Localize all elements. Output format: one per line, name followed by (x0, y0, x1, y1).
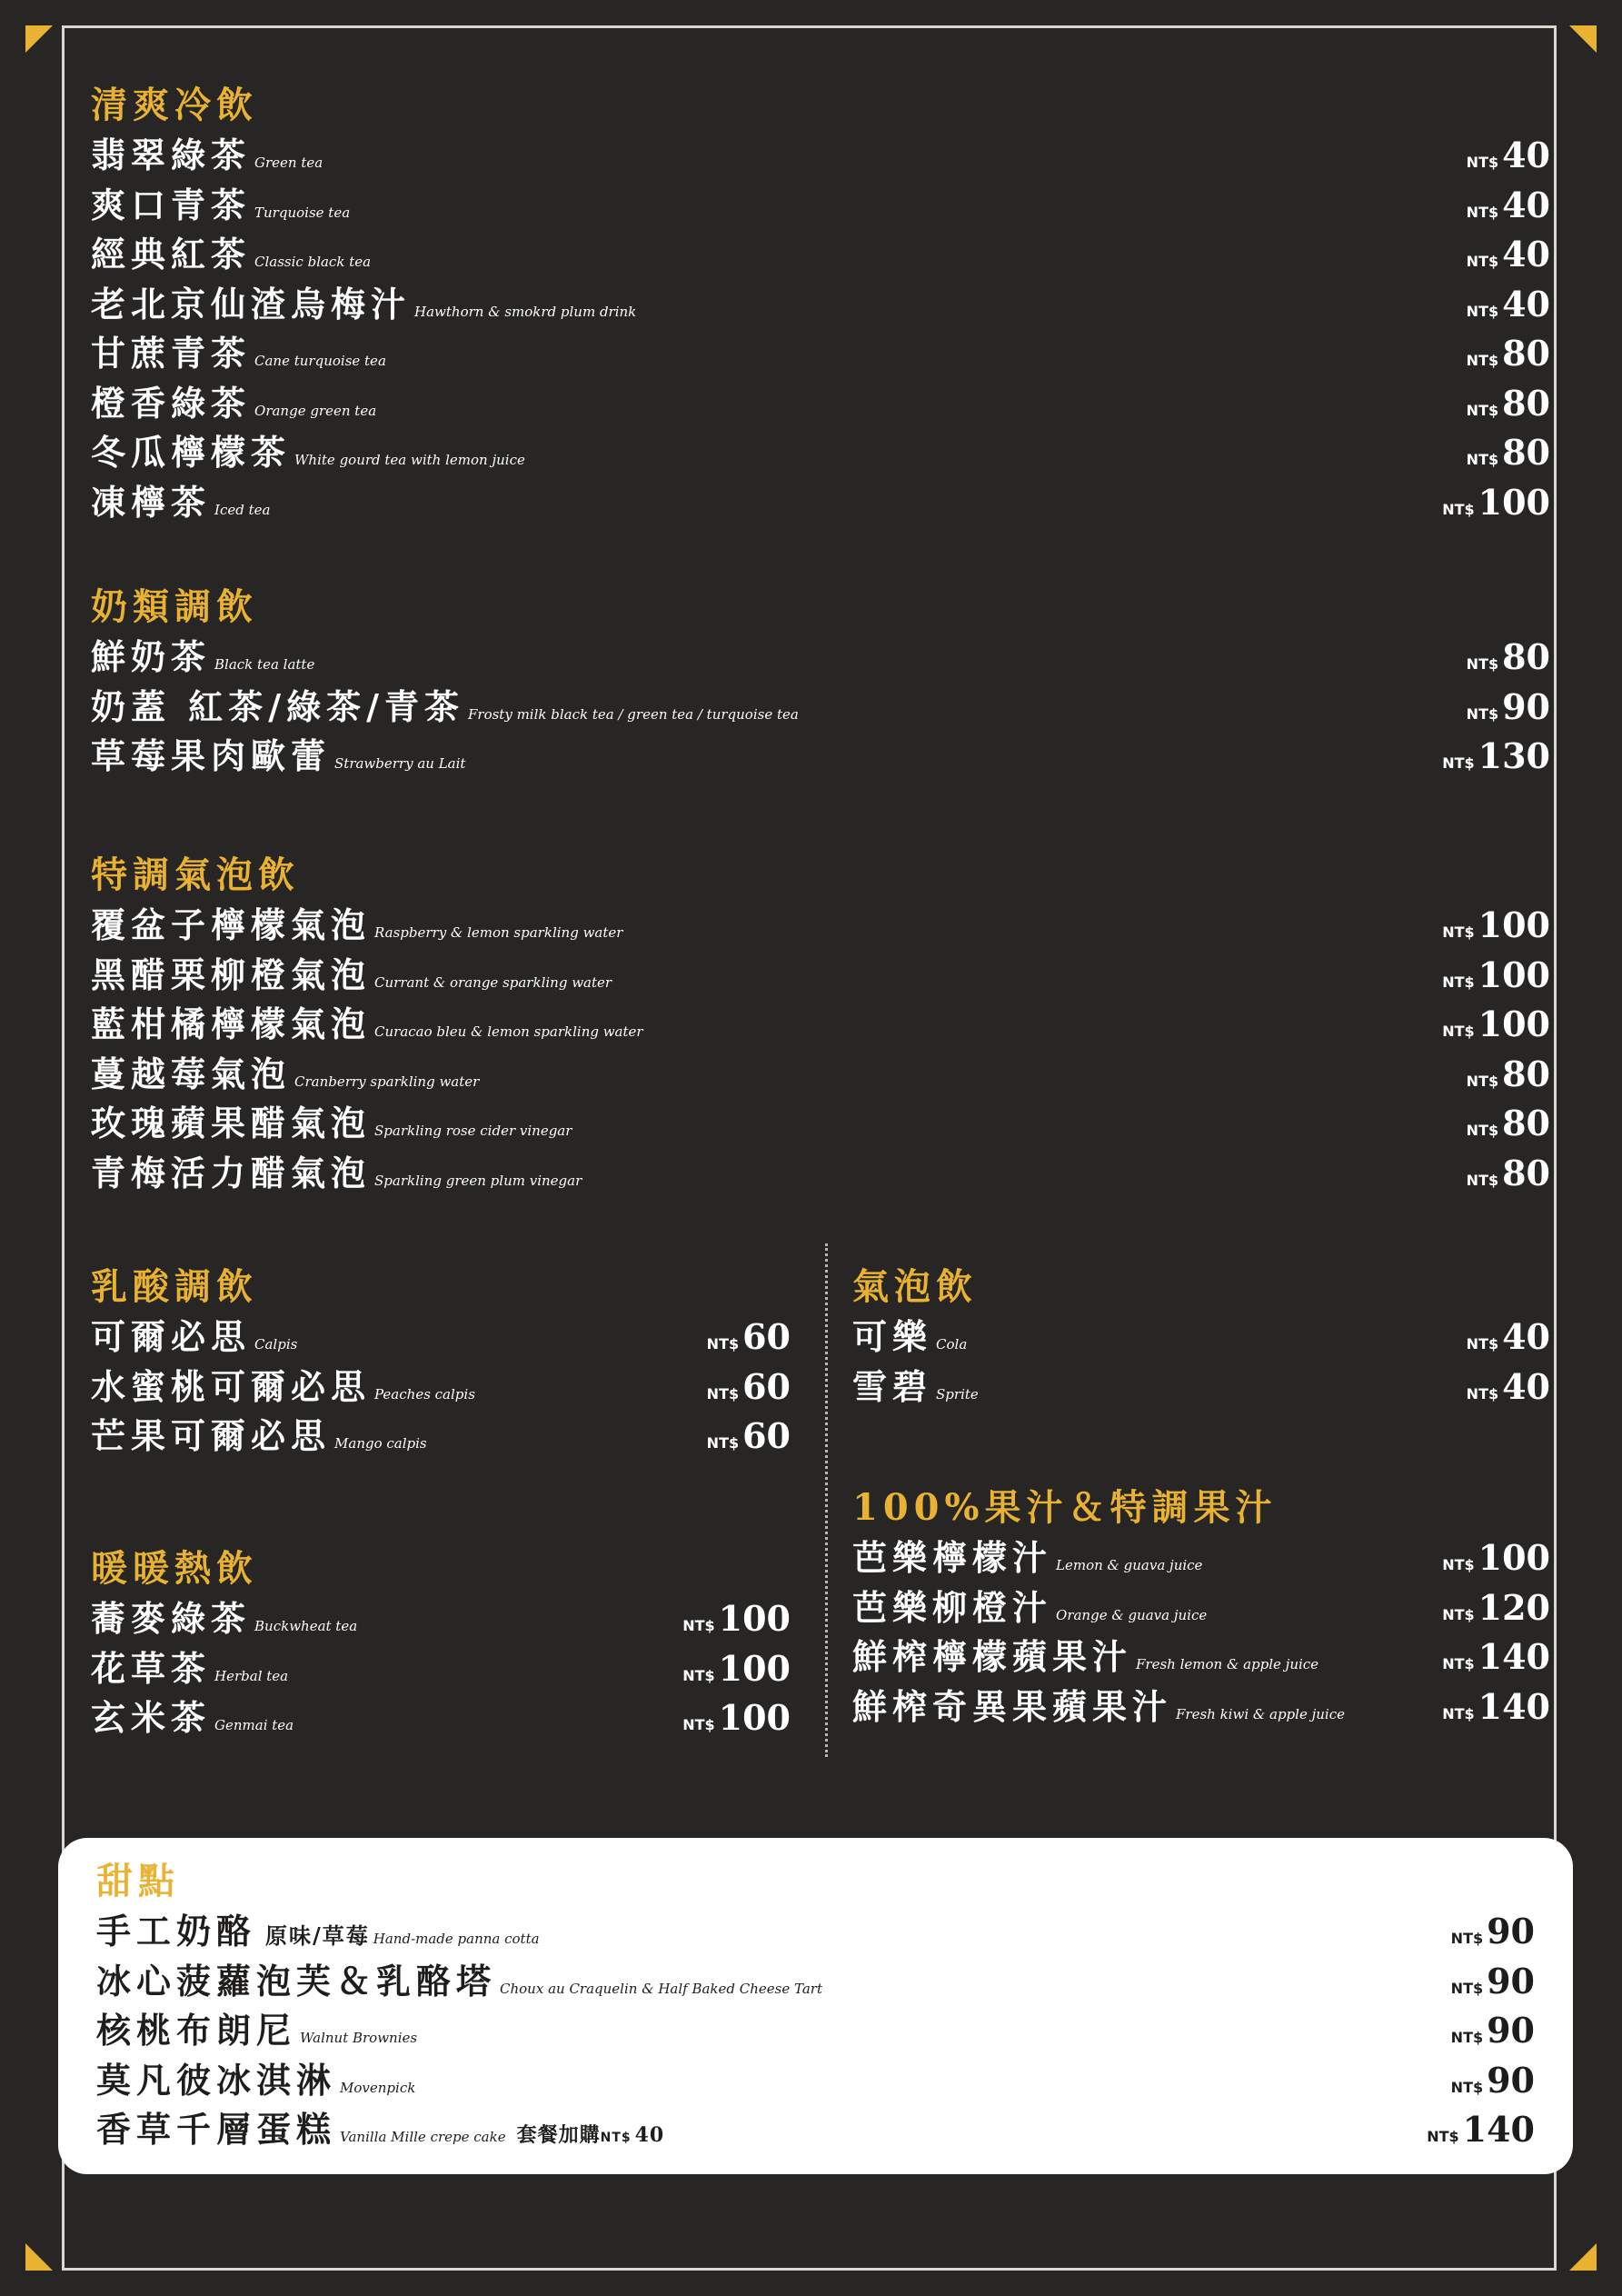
currency-label: NT$ (1466, 401, 1499, 419)
corner-ornament (25, 2243, 53, 2271)
menu-item (91, 732, 1550, 782)
section-soda (852, 1262, 1550, 1412)
item-price (682, 1693, 791, 1751)
section-juice (852, 1482, 1550, 1732)
price-amount: 100 (718, 1697, 791, 1738)
currency-label: NT$ (682, 1617, 715, 1634)
item-name: 莫凡彼冰淇淋 (96, 2059, 337, 2101)
item-name: 經典紅茶 (91, 234, 252, 275)
menu-item (96, 1907, 1535, 1957)
item-name: 玄米茶 (91, 1697, 212, 1738)
currency-label: NT$ (1442, 1704, 1475, 1722)
item-english-name: Hand-made panna cotta (373, 1931, 540, 1947)
price-amount: 80 (1502, 333, 1550, 374)
item-english-name: Walnut Brownies (300, 2030, 418, 2046)
menu-item (91, 428, 1550, 478)
menu-item (91, 1000, 1550, 1050)
price-amount: 90 (1487, 2059, 1535, 2101)
item-price (1467, 683, 1550, 740)
item-english-name: Sparkling green plum vinegar (374, 1172, 582, 1189)
currency-label: NT$ (1466, 352, 1499, 369)
item-price (1442, 1533, 1550, 1591)
menu-item (91, 230, 1550, 280)
item-name: 蕎麥綠茶 (91, 1598, 252, 1639)
item-price (1442, 1583, 1550, 1641)
item-name: 芭樂檸檬汁 (852, 1537, 1053, 1578)
item-english-name: Fresh kiwi & apple juice (1176, 1705, 1345, 1722)
currency-label: NT$ (1442, 754, 1475, 772)
menu-item (91, 1099, 1550, 1149)
menu-item (852, 1313, 1550, 1363)
addon-label: 套餐加購 (516, 2123, 601, 2147)
item-price (707, 1412, 791, 1469)
item-english-name: Vanilla Mille crepe cake (340, 2129, 506, 2145)
currency-label: NT$ (1466, 1072, 1499, 1090)
section-title: 奶類調飲 (91, 585, 258, 628)
item-name: 冰心菠蘿泡芙＆乳酪塔 (96, 1960, 497, 2002)
section-special-sparkling (91, 850, 1550, 1198)
menu-item (852, 1632, 1550, 1682)
menu-item (91, 181, 1550, 231)
corner-ornament (1569, 25, 1597, 53)
menu-item (91, 901, 1550, 951)
item-english-name: Curacao bleu & lemon sparkling water (374, 1023, 643, 1040)
corner-ornament (1569, 2243, 1597, 2271)
item-english-name: Peaches calpis (374, 1385, 475, 1403)
price-amount: 40 (1502, 283, 1550, 324)
price-amount: 120 (1478, 1586, 1550, 1628)
item-name: 鮮奶茶 (91, 636, 212, 677)
item-name: 老北京仙渣烏梅汁 (91, 283, 412, 324)
item-english-name: Sprite (936, 1385, 979, 1403)
currency-label: NT$ (1442, 1556, 1475, 1573)
item-name: 青梅活力醋氣泡 (91, 1152, 372, 1193)
price-amount: 130 (1478, 735, 1550, 776)
menu-item (91, 329, 1550, 379)
price-amount: 40 (1502, 1316, 1550, 1357)
menu-item (91, 1149, 1550, 1199)
item-name: 香草千層蛋糕 (96, 2109, 337, 2150)
item-flavors: 原味/草莓 (265, 1922, 370, 1949)
currency-label: NT$ (1442, 973, 1475, 991)
item-english-name: Choux au Craquelin & Half Baked Cheese Tart (500, 1980, 822, 1997)
menu-item (91, 1363, 791, 1413)
item-price (1451, 1907, 1535, 1964)
section-milk-drinks (91, 582, 1550, 782)
item-price (1467, 181, 1550, 238)
dessert-panel (58, 1838, 1573, 2174)
item-name: 凍檸茶 (91, 481, 212, 523)
price-amount: 90 (1487, 1960, 1535, 2002)
price-amount: 80 (1502, 1103, 1550, 1143)
item-english-name: Cola (936, 1336, 968, 1353)
currency-label: NT$ (1466, 1335, 1499, 1353)
currency-label: NT$ (1466, 451, 1499, 468)
item-name: 手工奶酪 (96, 1911, 257, 1952)
price-amount: 140 (1478, 1685, 1550, 1727)
price-amount: 140 (1478, 1636, 1550, 1677)
price-amount: 90 (1502, 685, 1550, 727)
menu-item (91, 1412, 791, 1462)
item-price (1451, 1957, 1535, 2014)
currency-label: NT$ (1466, 1384, 1499, 1403)
currency-label: NT$ (706, 1384, 740, 1403)
price-amount: 80 (1502, 1152, 1550, 1193)
item-name: 蔓越莓氣泡 (91, 1053, 292, 1094)
menu-item (96, 2105, 1535, 2155)
price-amount: 100 (1478, 481, 1550, 523)
item-name: 奶蓋 紅茶/綠茶/青茶 (91, 685, 464, 727)
item-name: 核桃布朗尼 (96, 2010, 297, 2051)
price-amount: 100 (1478, 1003, 1550, 1044)
item-name: 翡翠綠茶 (91, 135, 252, 175)
currency-label: NT$ (1466, 1171, 1499, 1189)
item-price (1467, 280, 1550, 337)
price-amount: 60 (742, 1316, 791, 1357)
item-english-name: Cane turquoise tea (254, 353, 386, 369)
price-amount: 100 (1478, 904, 1550, 945)
item-price (682, 1644, 791, 1702)
currency-label: NT$ (1442, 1655, 1475, 1672)
item-english-name: Genmai tea (214, 1717, 294, 1733)
item-price (1467, 379, 1550, 436)
section-cold-drinks (91, 80, 1550, 527)
price-amount: 60 (742, 1415, 791, 1456)
currency-label: NT$ (706, 1335, 740, 1353)
price-amount: 90 (1487, 1911, 1535, 1952)
item-price (1467, 1099, 1550, 1156)
item-english-name: Orange & guava juice (1056, 1606, 1208, 1623)
item-name: 覆盆子檸檬氣泡 (91, 904, 372, 945)
price-amount: 100 (718, 1598, 791, 1639)
item-english-name: Green tea (254, 155, 323, 171)
menu-item (91, 683, 1550, 733)
menu-item (96, 1957, 1535, 2007)
column-divider (825, 1243, 828, 1757)
item-english-name: Buckwheat tea (254, 1618, 358, 1634)
currency-label: NT$ (1442, 1023, 1475, 1040)
item-english-name: Calpis (254, 1336, 298, 1353)
item-price (1442, 901, 1550, 958)
item-price (1467, 131, 1550, 188)
item-price (682, 1594, 791, 1652)
item-price (1467, 230, 1550, 287)
menu-item (852, 1583, 1550, 1633)
item-english-name: Black tea latte (214, 656, 315, 673)
item-name: 甘蔗青茶 (91, 333, 252, 374)
price-amount: 100 (1478, 1537, 1550, 1578)
item-name: 草莓果肉歐蕾 (91, 735, 332, 776)
item-english-name: Orange green tea (254, 402, 377, 419)
section-lactic-drinks (91, 1262, 791, 1462)
menu-item (91, 1693, 791, 1743)
currency-label: NT$ (1450, 1930, 1484, 1947)
price-amount: 60 (742, 1365, 791, 1407)
item-name: 可爾必思 (91, 1316, 252, 1357)
currency-label: NT$ (1466, 302, 1499, 320)
item-english-name: White gourd tea with lemon juice (294, 452, 525, 468)
item-name: 芒果可爾必思 (91, 1415, 332, 1456)
item-price (1442, 1632, 1550, 1690)
currency-label: NT$ (1450, 2029, 1484, 2046)
price-amount: 140 (1462, 2109, 1535, 2150)
item-english-name: Frosty milk black tea / green tea / turquoise tea (468, 705, 799, 723)
menu-item (91, 131, 1550, 181)
item-price (707, 1363, 791, 1420)
currency-label: NT$ (682, 1716, 715, 1733)
item-name: 水蜜桃可爾必思 (91, 1365, 372, 1407)
price-amount: 80 (1502, 432, 1550, 473)
item-english-name: Iced tea (214, 501, 271, 518)
price-amount: 100 (718, 1647, 791, 1689)
menu-item (91, 478, 1550, 528)
currency-label: NT$ (1466, 655, 1499, 673)
price-amount: 80 (1502, 636, 1550, 677)
menu-item (91, 951, 1550, 1001)
section-hot-drinks (91, 1543, 791, 1743)
item-english-name: Herbal tea (214, 1667, 289, 1684)
item-price (1467, 1149, 1550, 1206)
item-price (1467, 1313, 1550, 1370)
item-name: 爽口青茶 (91, 184, 252, 225)
item-price (1467, 633, 1550, 690)
menu-item (852, 1682, 1550, 1732)
currency-label: NT$ (1442, 500, 1475, 518)
section-title: 100%果汁＆特調果汁 (852, 1486, 1278, 1529)
currency-label: NT$ (1442, 923, 1475, 941)
section-title: 乳酸調飲 (91, 1265, 258, 1308)
item-price (1442, 1682, 1550, 1740)
item-price (1442, 951, 1550, 1008)
section-desserts (96, 1856, 1535, 2155)
item-price (1467, 1363, 1550, 1420)
currency-label: NT$ (1442, 1605, 1475, 1623)
menu-item (852, 1363, 1550, 1413)
item-price (1467, 1050, 1550, 1107)
price-amount: 100 (1478, 953, 1550, 995)
item-price (1442, 1000, 1550, 1057)
currency-label: NT$ (1466, 1122, 1499, 1139)
section-title: 清爽冷飲 (91, 84, 258, 126)
menu-item (91, 1644, 791, 1694)
currency-label: NT$ (1466, 253, 1499, 270)
menu-item (91, 1594, 791, 1644)
item-name: 可樂 (852, 1316, 933, 1357)
menu-item (96, 2006, 1535, 2056)
item-price (1451, 2006, 1535, 2063)
item-name: 芭樂柳橙汁 (852, 1586, 1053, 1628)
currency-label: NT$ (1450, 1979, 1484, 1997)
currency-label: NT$ (682, 1666, 715, 1684)
item-english-name: Classic black tea (254, 254, 372, 270)
item-name: 黑醋栗柳橙氣泡 (91, 953, 372, 995)
currency-label: NT$ (1427, 2128, 1459, 2145)
section-title: 氣泡飲 (852, 1265, 978, 1308)
price-amount: 40 (1502, 1365, 1550, 1407)
corner-ornament (25, 25, 53, 53)
item-english-name: Strawberry au Lait (334, 755, 466, 772)
item-name: 冬瓜檸檬茶 (91, 432, 292, 473)
menu-item (91, 379, 1550, 429)
menu-item (852, 1533, 1550, 1583)
item-english-name: Hawthorn & smokrd plum drink (414, 303, 637, 320)
currency-label: NT$ (600, 2131, 632, 2145)
item-price (1442, 732, 1550, 789)
price-amount: 90 (1487, 2010, 1535, 2051)
item-name: 鮮榨奇異果蘋果汁 (852, 1685, 1173, 1727)
currency-label: NT$ (1450, 2078, 1484, 2096)
menu-item (91, 1313, 791, 1363)
item-price (1451, 2056, 1535, 2113)
currency-label: NT$ (1466, 154, 1499, 171)
price-amount: 80 (1502, 1053, 1550, 1094)
section-title: 甜點 (96, 1860, 180, 1902)
currency-label: NT$ (1466, 203, 1499, 221)
item-name: 雪碧 (852, 1365, 933, 1407)
section-title: 特調氣泡飲 (91, 854, 300, 896)
item-english-name: Movenpick (340, 2079, 416, 2096)
menu-item (91, 280, 1550, 330)
price-amount: 40 (1502, 184, 1550, 225)
item-english-name: Lemon & guava juice (1056, 1557, 1203, 1573)
item-name: 橙香綠茶 (91, 382, 252, 424)
item-english-name: Sparkling rose cider vinegar (374, 1123, 572, 1139)
addon-price: 40 (634, 2123, 665, 2147)
item-english-name: Mango calpis (334, 1435, 427, 1452)
item-name: 藍柑橘檸檬氣泡 (91, 1003, 372, 1044)
item-price (707, 1313, 791, 1370)
item-addon (517, 2123, 665, 2147)
menu-item (96, 2056, 1535, 2106)
section-title: 暖暖熱飲 (91, 1547, 258, 1590)
currency-label: NT$ (706, 1434, 740, 1452)
item-english-name: Currant & orange sparkling water (374, 973, 612, 991)
item-english-name: Fresh lemon & apple juice (1136, 1656, 1319, 1672)
item-name: 花草茶 (91, 1647, 212, 1689)
item-price (1442, 478, 1550, 535)
item-english-name: Cranberry sparkling water (294, 1073, 480, 1090)
currency-label: NT$ (1466, 704, 1499, 723)
item-name: 鮮榨檸檬蘋果汁 (852, 1636, 1133, 1677)
price-amount: 40 (1502, 135, 1550, 175)
item-price (1427, 2105, 1535, 2162)
item-english-name: Turquoise tea (254, 204, 351, 221)
item-english-name: Raspberry & lemon sparkling water (374, 924, 623, 941)
menu-item (91, 633, 1550, 683)
item-name: 玫瑰蘋果醋氣泡 (91, 1103, 372, 1143)
price-amount: 80 (1502, 382, 1550, 424)
price-amount: 40 (1502, 234, 1550, 275)
item-price (1467, 329, 1550, 386)
item-price (1467, 428, 1550, 485)
menu-item (91, 1050, 1550, 1100)
